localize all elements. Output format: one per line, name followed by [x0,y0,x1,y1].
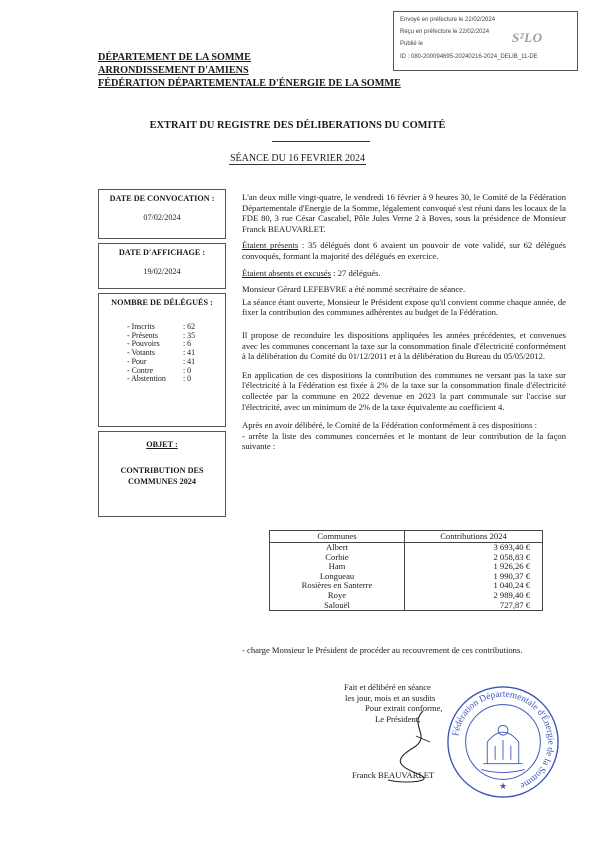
dept-name: DÉPARTEMENT DE LA SOMME [98,52,251,63]
vote-value: : 41 [183,348,196,358]
vote-label: - Pour [127,356,147,366]
title-divider [272,141,370,142]
stamp-sent: Envoyé en préfecture le 22/02/2024 [400,17,496,23]
convocation-date: 07/02/2024 [143,213,181,222]
paragraph-proposal: Il propose de reconduire les dispositions appliquées les années précédentes, et convenues avec les communes concernant la taxe sur la consommation finale d'électricité conformément à la délibération du Comité du 01/12/2011 et à la délibération du Bureau du 05/05/2012. [242,329,566,362]
commune-cell: Corbie [270,553,405,563]
vote-label: - Abstention [127,374,166,384]
affichage-label: DATE D'AFFICHAGE : [118,248,206,257]
closing-line-2: les jour, mois et an susdits [345,692,436,703]
table-body [270,543,543,611]
vote-value: : 41 [183,356,196,366]
column-header-communes: Communes [270,531,405,543]
vote-label: - Inscrits [127,322,155,331]
objet-value: CONTRIBUTION DES COMMUNES 2024 [120,466,204,486]
session-date-text: SÉANCE DU 16 FEVRIER 2024 [229,153,365,164]
absents-label: Étaient absents et excusés [242,267,332,278]
stamp-id: ID : 080-200094695-20240216-2024_DELIB_11-DE [400,54,538,60]
commune-cell: Longueau [270,572,405,582]
seal-text: Fédération Départementale d'Énergie de la Somme [451,689,556,791]
vote-value: : 0 [183,365,192,375]
vote-label: - Votants [127,348,155,358]
document-title: EXTRAIT DU REGISTRE DES DÉLIBERATIONS DU COMITÉ [149,120,446,131]
paragraph-charge: - charge Monsieur le Président de procéder au recouvrement de ces contributions. [242,645,523,655]
vote-row [127,375,225,384]
contribution-cell: 1 040,24 € [405,581,543,591]
prefecture-stamp [393,11,578,71]
paragraph-application: En application de ces dispositions la contribution des communes ne versant pas la taxe sur l'électricité à la Fédération est fixée à 2% de la taxe sur la consommation finale d'électricité collectée par la commune en 2022 devenue en 2023 la part communale sur l'accise sur l'électricité, avec un minimum de 2% de la taxe équivalente au coefficient 4. [242,369,566,412]
deliberation-body [242,192,566,452]
vote-label: - Contre [127,365,154,375]
stamp-published: Publié le [400,41,424,47]
absents-text: : 27 délégués. [331,267,381,278]
president-name: Franck BEAUVARLET [352,770,435,780]
arrondissement-name: ARRONDISSEMENT D'AMIENS [98,65,249,76]
paragraph-list-intro: - arrête la liste des communes concernées et le montant de leur contribution de la façon suivante : [242,430,566,452]
contribution-cell: 2 058,83 € [405,553,543,563]
table-row [270,601,543,611]
presents-text: : 35 délégués dont 6 avaient un pouvoir de vote validé, sur 62 délégués convoqués, formant la majorité des délégués en exercice. [242,240,566,261]
sidebar [98,189,226,521]
objet-box [98,431,226,517]
contribution-cell: 727,87 € [405,601,543,611]
convocation-label: DATE DE CONVOCATION : [109,194,215,203]
affichage-date: 19/02/2024 [143,267,181,276]
closing-line-3: Pour extrait conforme, [365,703,443,714]
commune-cell: Albert [270,543,405,553]
session-date [0,153,595,165]
contribution-cell: 1 990,37 € [405,572,543,582]
commune-cell: Rosières en Santerre [270,581,405,591]
seal-star: ★ [499,781,507,792]
paragraph-decision: Après en avoir délibéré, le Comité de la Fédération conformément à ces dispositions : [242,420,537,431]
delegues-box [98,293,226,427]
vote-value: : 0 [183,374,192,384]
closing-line-1: Fait et délibéré en séance [344,682,431,692]
convocation-box [98,189,226,239]
paragraph-presents [242,240,566,261]
vote-value: : 62 [183,322,196,331]
delegues-label: NOMBRE DE DÉLÉGUÉS : [111,298,213,307]
vote-value: : 35 [183,330,196,340]
paragraph-secretary: Monsieur Gérard LEFEBVRE a été nommé secrétaire de séance. [242,284,466,295]
affichage-box [98,243,226,289]
federation-seal [444,683,562,801]
commune-cell: Ham [270,562,405,572]
vote-value: : 6 [183,339,192,349]
commune-cell: Salouël [270,601,405,611]
commune-cell: Roye [270,591,405,601]
paragraph-absents [242,268,566,279]
paragraph-opening: La séance étant ouverte, Monsieur le Président expose qu'il convient comme chaque année, de fixer la contribution des communes adhérentes au budget de la Fédération. [242,296,566,318]
federation-name: FÉDÉRATION DÉPARTEMENTALE D'ÉNERGIE DE LA SOMME [98,78,401,89]
contributions-table [269,530,543,611]
contribution-cell: 1 926,26 € [405,562,543,572]
department-header [98,51,401,90]
column-header-contributions: Contributions 2024 [405,531,543,543]
vote-label: - Pouvoirs [127,339,160,349]
contribution-cell: 3 693,40 € [405,543,543,553]
slo-logo: S²LO [512,30,543,45]
contribution-cell: 2 989,40 € [405,591,543,601]
table-header-row [270,531,543,543]
vote-label: - Présents [127,330,158,340]
stamp-received: Reçu en préfecture le 22/02/2024 [400,29,490,35]
closing-line-4: Le Président, [375,713,421,724]
paragraph-intro: L'an deux mille vingt-quatre, le vendredi 16 février à 9 heures 30, le Comité de la Fédération Départementale d'Energie de la Somme, légalement convoqué s'est réuni dans les locaux de la FDE 80, 3 rue César Cascabel, Pôle Jules Verne 2 à Boves, sous la présidence de Monsieur Franck BEAUVARLET. [242,192,566,234]
objet-label: OBJET : [146,440,178,449]
votes-list [99,307,225,390]
presents-label: Étaient présents [242,240,299,251]
